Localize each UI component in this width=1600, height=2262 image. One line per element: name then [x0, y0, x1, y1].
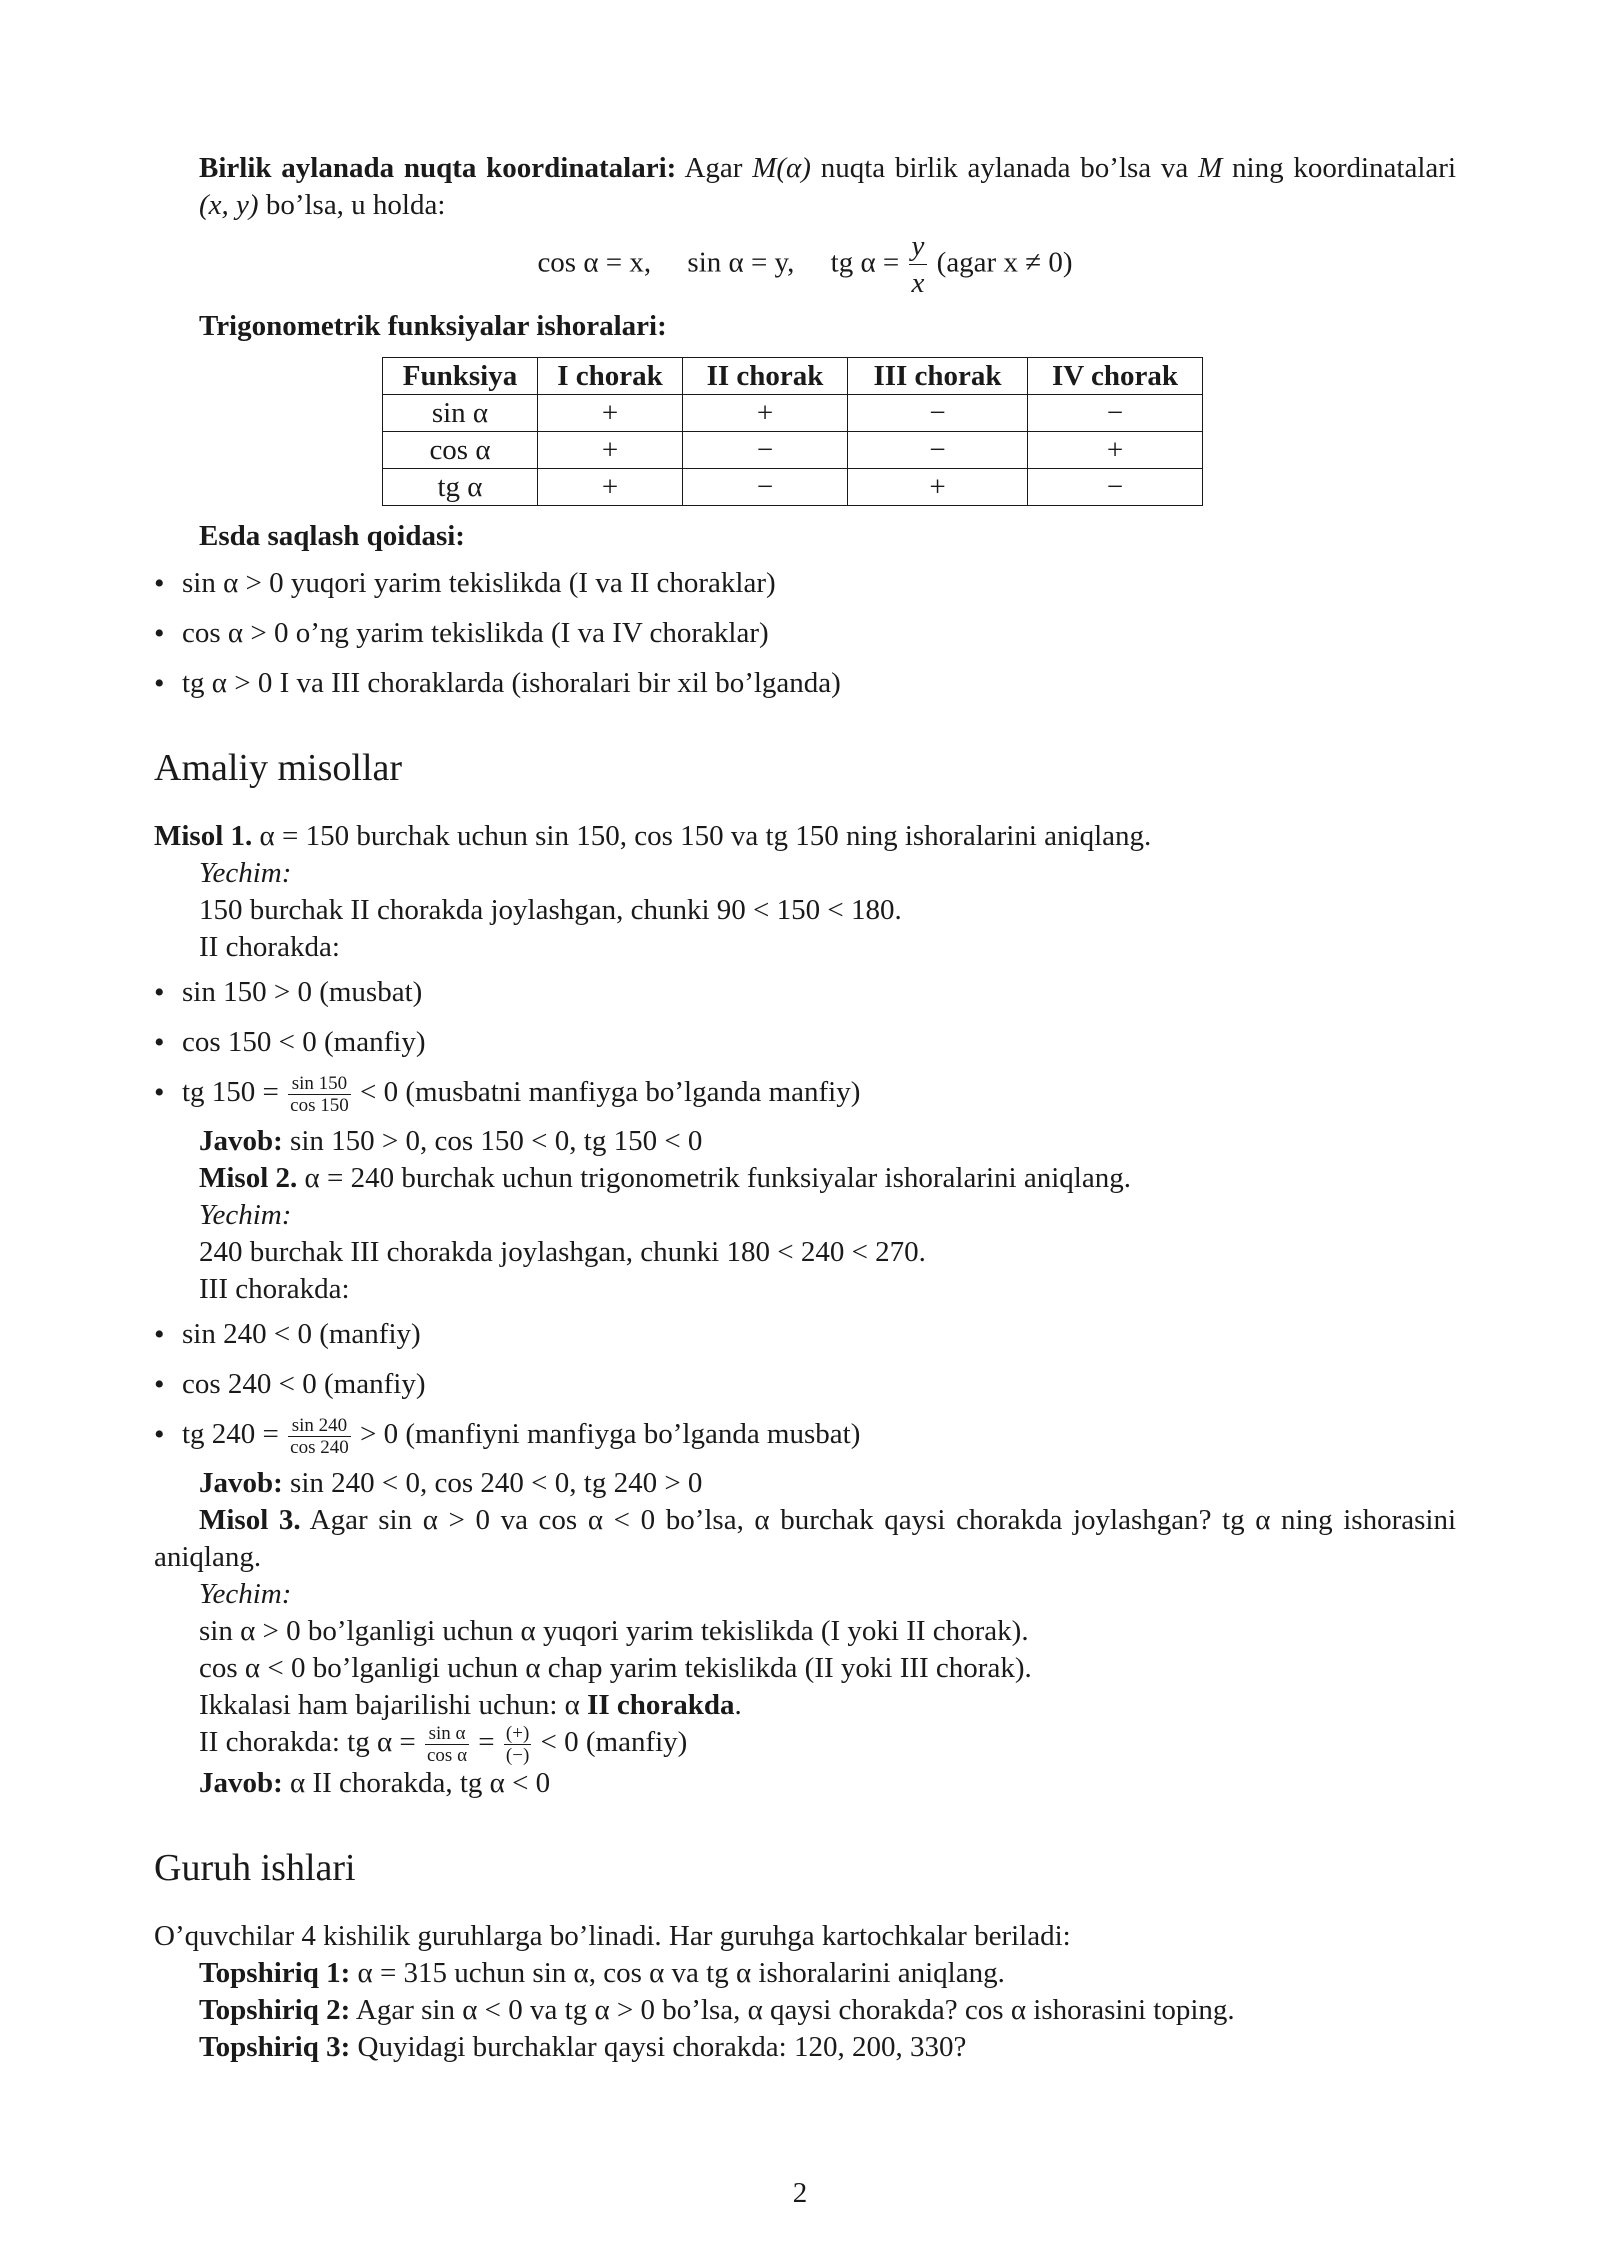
- example-3-answer: Javob: α II chorakda, tg α < 0: [199, 1767, 551, 1799]
- table-cell: +: [1028, 432, 1203, 469]
- table-cell: cos α: [383, 432, 538, 469]
- table-header: Funksiya: [383, 358, 538, 395]
- signs-table: [382, 357, 1203, 506]
- list-item: • cos 150 < 0 (manfiy): [154, 1024, 1456, 1061]
- example-3-line: II chorakda: tg α = $\frac{\text{sin α}}{\text{cos α}}$ = $\frac{(+)}{(-)}$ < 0 (manfiy): [199, 1723, 688, 1766]
- list-item: • cos α > 0 o’ng yarim tekislikda (I va IV choraklar): [154, 615, 1456, 652]
- table-cell: +: [538, 395, 683, 432]
- example-2-line: 240 burchak III chorakda joylashgan, chunki 180 < 240 < 270.: [199, 1236, 926, 1268]
- table-cell: −: [848, 432, 1028, 469]
- table-header: IV chorak: [1028, 358, 1203, 395]
- table-row: [383, 395, 1203, 432]
- list-item: • tg α > 0 I va III choraklarda (ishoralari bir xil bo’lganda): [154, 665, 1456, 702]
- table-cell: −: [848, 395, 1028, 432]
- table-header: III chorak: [848, 358, 1028, 395]
- table-row: [383, 432, 1203, 469]
- group-intro: O’quvchilar 4 kishilik guruhlarga bo’linadi. Har guruhga kartochkalar beriladi:: [154, 1920, 1071, 1952]
- table-cell: +: [538, 469, 683, 506]
- list-item: • sin 240 < 0 (manfiy): [154, 1316, 1456, 1353]
- page-number: 2: [792, 2177, 808, 2209]
- section-title-group: Guruh ishlari: [154, 1847, 356, 1889]
- example-2-answer: Javob: sin 240 < 0, cos 240 < 0, tg 240 > 0: [199, 1467, 703, 1499]
- coordinate-formula: cos α = x, sin α = y, tg α = $\frac{y}{x}$ (agar x ≠ 0): [537, 230, 1073, 299]
- group-task: Topshiriq 2: Agar sin α < 0 va tg α > 0 bo’lsa, α qaysi chorakda? cos α ishorasini toping.: [199, 1994, 1235, 2026]
- example-2-list: [154, 1316, 1456, 1457]
- intro-paragraph: Birlik aylanada nuqta koordinatalari: Agar M(α) nuqta birlik aylanada bo’lsa va M ning koordinatalari (x, y) bo’lsa, u holda:: [199, 152, 1457, 221]
- list-item: • sin 150 > 0 (musbat): [154, 974, 1456, 1011]
- list-item: • tg 240 = $\frac{\sin 240}{\cos 240}$ > 0 (manfiyni manfiyga bo’lganda musbat): [154, 1416, 1456, 1457]
- example-1-yechim: Yechim:: [199, 857, 292, 889]
- example-3-line: sin α > 0 bo’lganligi uchun α yuqori yarim tekislikda (I yoki II chorak).: [199, 1615, 1029, 1647]
- example-1-statement: Misol 1. α = 150 burchak uchun sin 150, cos 150 va tg 150 ning ishoralarini aniqlang.: [154, 820, 1152, 852]
- intro-heading: Birlik aylanada nuqta koordinatalari:: [199, 152, 677, 184]
- table-cell: +: [683, 395, 848, 432]
- table-cell: −: [683, 469, 848, 506]
- table-cell: tg α: [383, 469, 538, 506]
- signs-heading: Trigonometrik funksiyalar ishoralari:: [199, 310, 667, 342]
- tg-alpha-fraction: $\frac{\text{sin α}}{\text{cos α}}$: [427, 1723, 468, 1766]
- example-1-answer: Javob: sin 150 > 0, cos 150 < 0, tg 150 < 0: [199, 1125, 703, 1157]
- table-cell: −: [1028, 469, 1203, 506]
- table-header: II chorak: [683, 358, 848, 395]
- memory-list: [154, 565, 1456, 702]
- table-cell: −: [1028, 395, 1203, 432]
- group-task: Topshiriq 1: α = 315 uchun sin α, cos α va tg α ishoralarini aniqlang.: [199, 1957, 1005, 1989]
- table-cell: +: [538, 432, 683, 469]
- list-item: • sin α > 0 yuqori yarim tekislikda (I va II choraklar): [154, 565, 1456, 602]
- tg-fraction: $\frac{y}{x}$: [909, 232, 928, 298]
- list-item: • cos 240 < 0 (manfiy): [154, 1366, 1456, 1403]
- example-2-yechim: Yechim:: [199, 1199, 292, 1231]
- example-1-line: 150 burchak II chorakda joylashgan, chunki 90 < 150 < 180.: [199, 894, 902, 926]
- section-title-practice: Amaliy misollar: [154, 747, 403, 789]
- example-3-line: Ikkalasi ham bajarilishi uchun: α II chorakda.: [199, 1689, 742, 1721]
- group-task: Topshiriq 3: Quyidagi burchaklar qaysi chorakda: 120, 200, 330?: [199, 2031, 967, 2063]
- table-header-row: [383, 358, 1203, 395]
- table-cell: +: [848, 469, 1028, 506]
- list-item: • tg 150 = $\frac{\sin 150}{\cos 150}$ < 0 (musbatni manfiyga bo’lganda manfiy): [154, 1074, 1456, 1115]
- tg240-fraction: $\frac{\sin 240}{\cos 240}$: [290, 1415, 349, 1458]
- example-1-list: [154, 974, 1456, 1115]
- table-header: I chorak: [538, 358, 683, 395]
- memory-heading: Esda saqlash qoidasi:: [199, 520, 465, 552]
- table-row: [383, 469, 1203, 506]
- example-3-line: cos α < 0 bo’lganligi uchun α chap yarim tekislikda (II yoki III chorak).: [199, 1652, 1032, 1684]
- table-cell: −: [683, 432, 848, 469]
- example-3-statement: Misol 3. Agar sin α > 0 va cos α < 0 bo’lsa, α burchak qaysi chorakda joylashgan? tg α ning ishorasini aniqlang.: [154, 1504, 1456, 1573]
- table-cell: sin α: [383, 395, 538, 432]
- tg150-fraction: $\frac{\sin 150}{\cos 150}$: [290, 1073, 349, 1116]
- example-2-line: III chorakda:: [199, 1273, 350, 1305]
- example-1-line: II chorakda:: [199, 931, 340, 963]
- example-2-statement: Misol 2. α = 240 burchak uchun trigonometrik funksiyalar ishoralarini aniqlang.: [199, 1162, 1131, 1194]
- example-3-yechim: Yechim:: [199, 1578, 292, 1610]
- sign-fraction: $\frac{(+)}{(-)}$: [505, 1723, 530, 1766]
- document-page: [154, 150, 1456, 2066]
